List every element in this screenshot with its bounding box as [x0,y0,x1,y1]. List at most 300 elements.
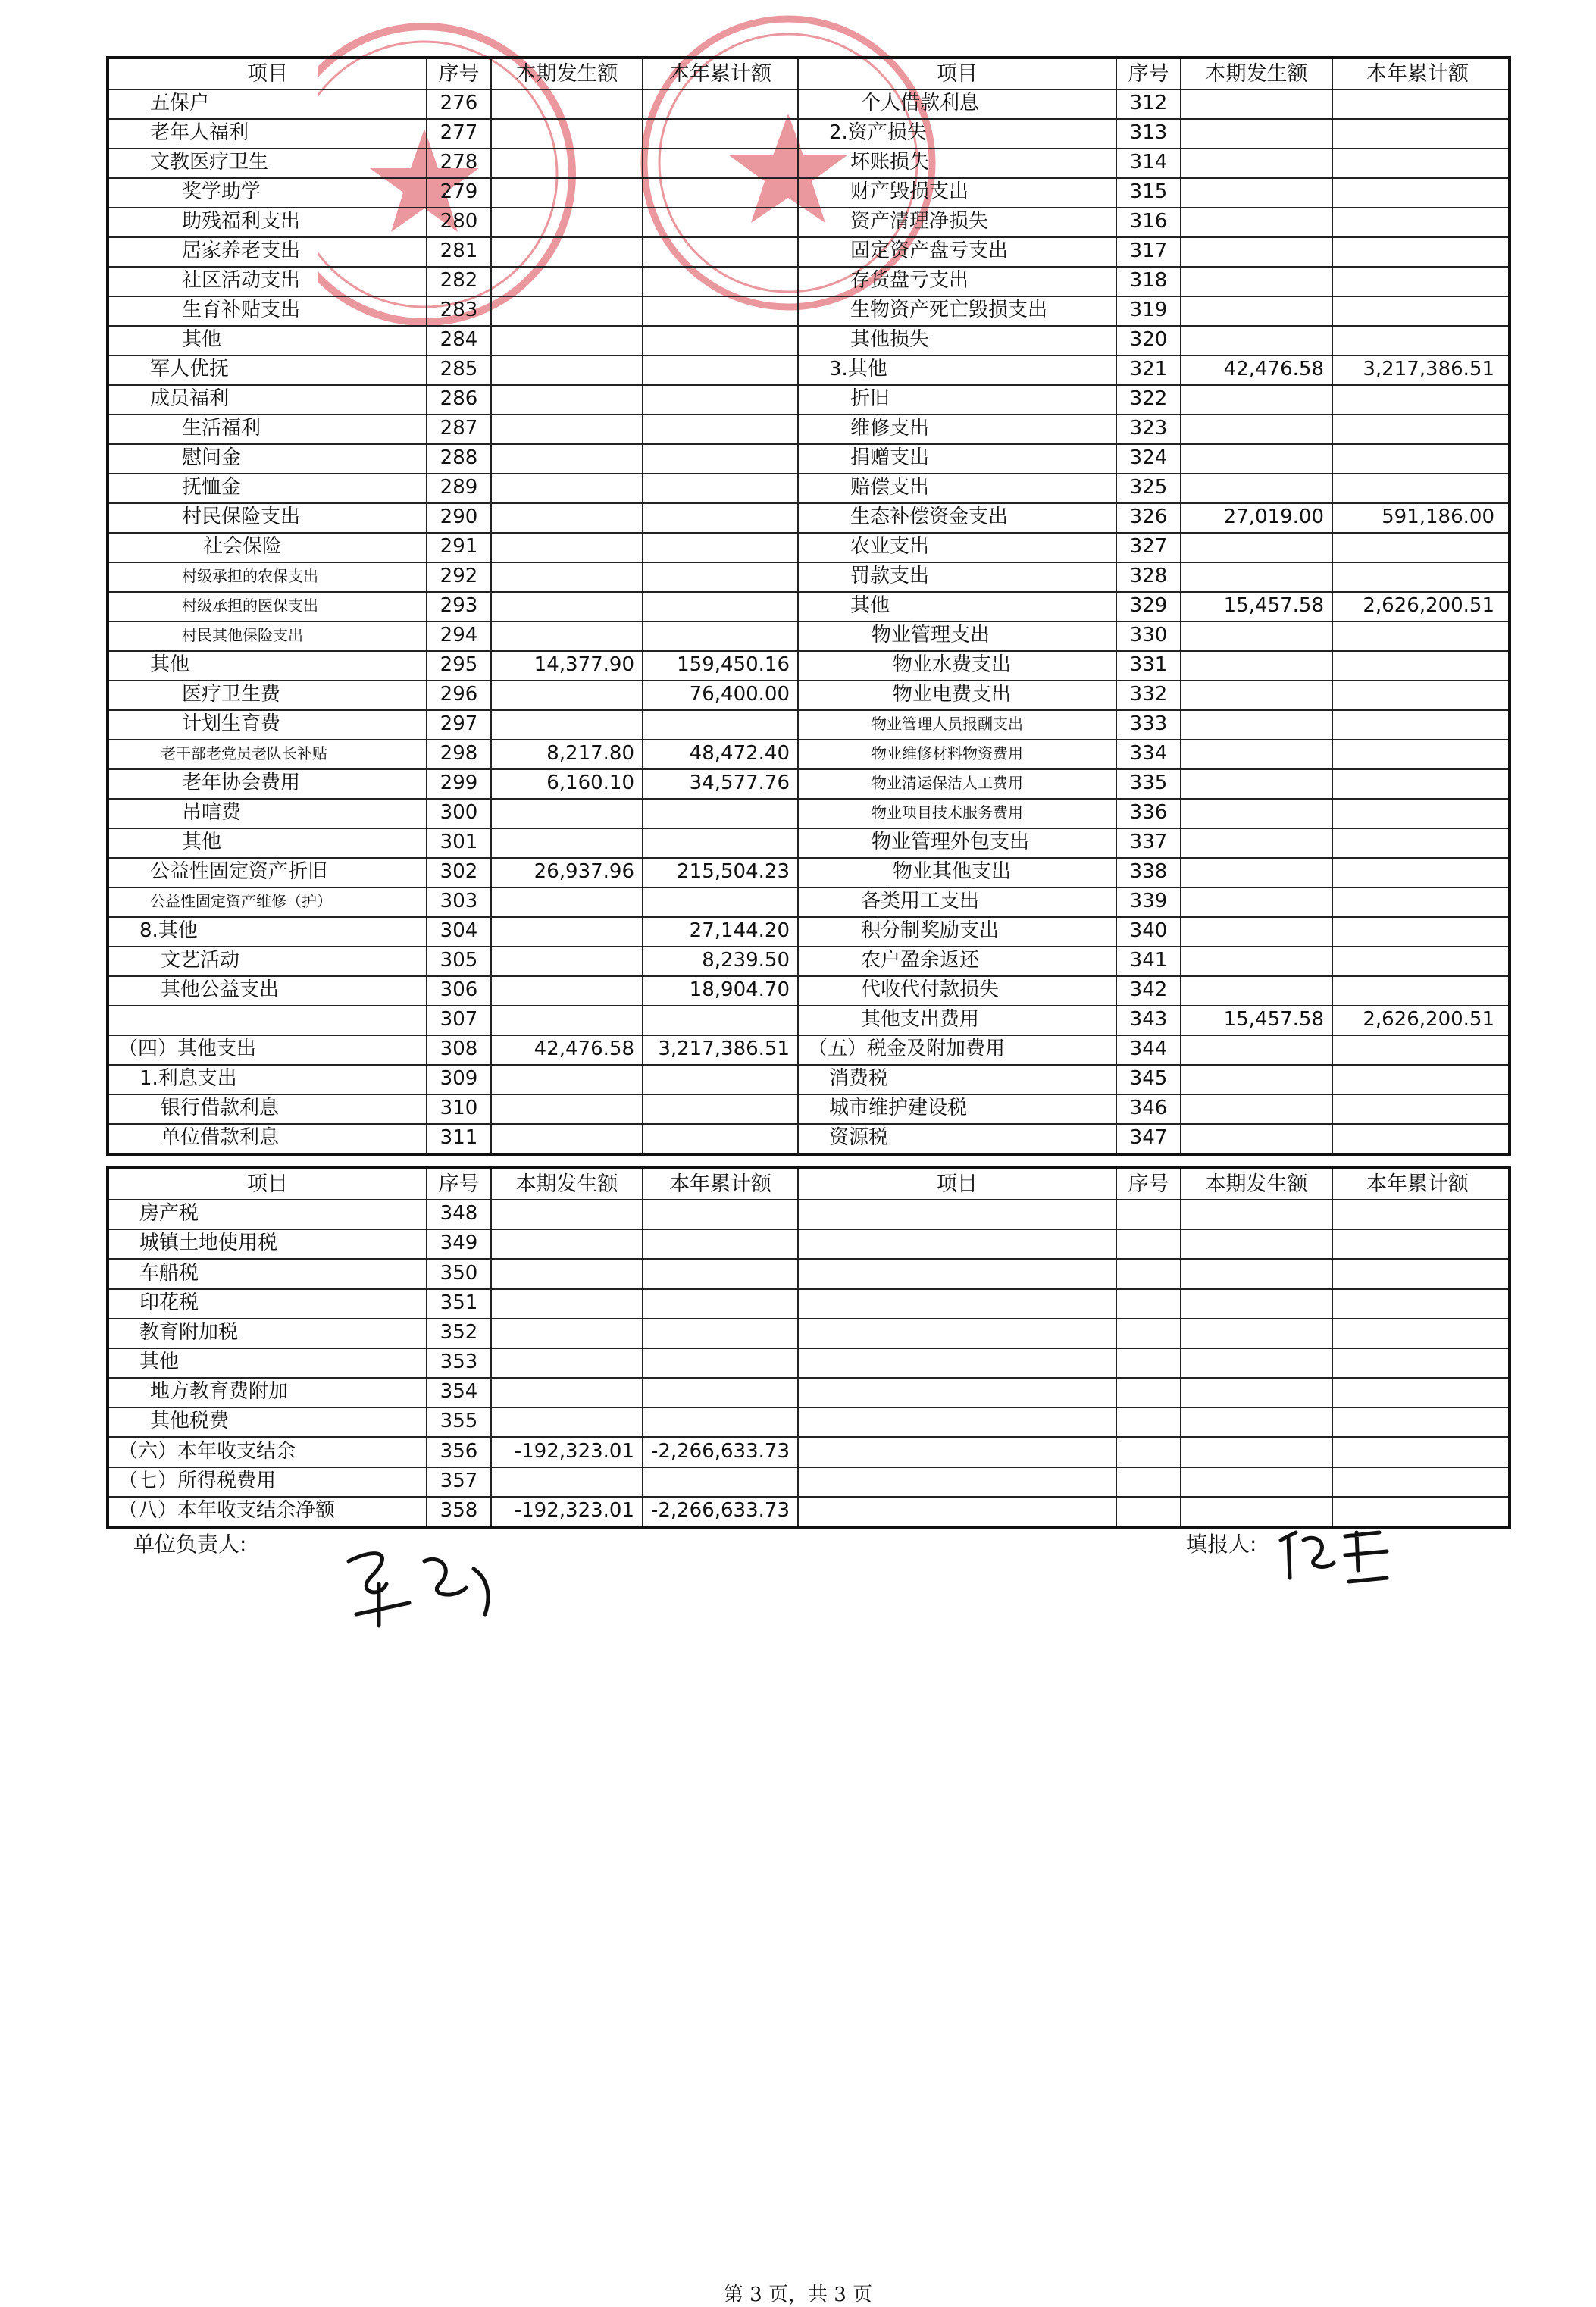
current-amount-cell [492,1199,643,1229]
current-amount-cell [1181,1348,1333,1377]
column-header: 项目 [799,1169,1117,1199]
current-amount-cell [1181,709,1333,739]
current-amount-cell [1181,1377,1333,1407]
current-amount-cell [492,1064,643,1094]
current-amount-cell [1181,975,1333,1005]
current-amount-cell [1181,621,1333,650]
table-row [109,266,1508,297]
ytd-amount-cell [1333,709,1502,739]
item-name-cell: 其他支出费用 [799,1005,1117,1035]
item-name-cell: 农户盈余返还 [799,946,1117,975]
item-name-cell [109,1005,427,1035]
column-header: 项目 [109,1169,427,1199]
item-name-cell: 2.资产损失 [799,118,1117,148]
sequence-cell: 284 [427,325,492,355]
ytd-amount-cell [643,591,799,621]
current-amount-cell [492,414,643,443]
sequence-cell: 315 [1117,177,1181,207]
current-amount-cell [492,916,643,946]
sequence-cell: 329 [1117,591,1181,621]
current-amount-cell [492,207,643,236]
ytd-amount-cell [1333,975,1502,1005]
ytd-amount-cell [643,177,799,207]
item-name-cell [799,1407,1117,1436]
current-amount-cell: 14,377.90 [492,650,643,680]
current-amount-cell [492,325,643,355]
ytd-amount-cell [1333,1437,1502,1467]
ytd-amount-cell [643,1318,799,1348]
sequence-cell: 337 [1117,828,1181,857]
item-name-cell: 城镇土地使用税 [109,1229,427,1258]
ytd-amount-cell [1333,443,1502,473]
ytd-amount-cell [643,1064,799,1094]
table-row [109,236,1508,268]
item-name-cell: 成员福利 [109,384,427,414]
current-amount-cell: 42,476.58 [492,1035,643,1064]
ytd-amount-cell [1333,1467,1502,1496]
ytd-amount-cell [1333,946,1502,975]
current-amount-cell [1181,473,1333,502]
ytd-amount-cell [643,1229,799,1258]
ytd-amount-cell [643,207,799,236]
ytd-amount-cell [1333,148,1502,177]
ytd-amount-cell [643,355,799,384]
sequence-cell: 319 [1117,296,1181,325]
item-name-cell: （五）税金及附加费用 [799,1035,1117,1064]
item-name-cell: 军人优抚 [109,355,427,384]
sequence-cell: 304 [427,916,492,946]
item-name-cell [799,1467,1117,1496]
ytd-amount-cell [643,798,799,828]
current-amount-cell [492,946,643,975]
current-amount-cell [1181,148,1333,177]
current-amount-cell [1181,384,1333,414]
sequence-cell [1117,1229,1181,1258]
sequence-cell: 283 [427,296,492,325]
table-row [109,89,1508,120]
sequence-cell: 354 [427,1377,492,1407]
sequence-cell: 316 [1117,207,1181,236]
column-header: 序号 [427,1169,492,1199]
sequence-cell: 336 [1117,798,1181,828]
table-row [109,325,1508,356]
item-name-cell: 消费税 [799,1064,1117,1094]
sequence-cell: 286 [427,384,492,414]
expense-table-main [106,56,1511,1156]
sequence-cell: 341 [1117,946,1181,975]
ytd-amount-cell: 8,239.50 [643,946,799,975]
item-name-cell: 罚款支出 [799,562,1117,591]
sequence-cell: 277 [427,118,492,148]
ytd-amount-cell: 215,504.23 [643,857,799,887]
ytd-amount-cell [1333,739,1502,768]
page-footer: 第 3 页，共 3 页 [723,2284,873,2306]
current-amount-cell [1181,1437,1333,1467]
current-amount-cell [492,118,643,148]
current-amount-cell [492,89,643,118]
ytd-amount-cell [643,325,799,355]
table-row [109,1064,1508,1095]
item-name-cell: 奖学助学 [109,177,427,207]
current-amount-cell [492,591,643,621]
current-amount-cell [1181,828,1333,857]
item-name-cell: 其他损失 [799,325,1117,355]
current-amount-cell [1181,680,1333,709]
sequence-cell [1117,1467,1181,1496]
sequence-cell: 290 [427,502,492,532]
current-amount-cell: 15,457.58 [1181,591,1333,621]
sequence-cell: 330 [1117,621,1181,650]
table-row [109,296,1508,327]
ytd-amount-cell [1333,1318,1502,1348]
sequence-cell: 311 [427,1123,492,1153]
ytd-amount-cell [643,1288,799,1318]
current-amount-cell [492,1259,643,1288]
item-name-cell: 其他 [109,1348,427,1377]
current-amount-cell [1181,857,1333,887]
table-row [109,1094,1508,1125]
item-name-cell: 慰问金 [109,443,427,473]
item-name-cell [799,1229,1117,1258]
item-name-cell [799,1318,1117,1348]
tax-table [106,1166,1511,1529]
item-name-cell: 其他 [109,828,427,857]
filler-label: 填报人: [1186,1532,1257,1557]
ytd-amount-cell [1333,532,1502,562]
sequence-cell: 293 [427,591,492,621]
current-amount-cell [492,1348,643,1377]
current-amount-cell [492,1467,643,1496]
item-name-cell [799,1199,1117,1229]
table-row [109,946,1508,977]
current-amount-cell [1181,798,1333,828]
ytd-amount-cell [1333,266,1502,296]
table-row [109,414,1508,445]
current-amount-cell: -192,323.01 [492,1437,643,1467]
item-name-cell: 物业管理外包支出 [799,828,1117,857]
table-row [109,739,1508,770]
sequence-cell: 335 [1117,768,1181,798]
current-amount-cell [492,443,643,473]
item-name-cell: 助残福利支出 [109,207,427,236]
ytd-amount-cell [643,828,799,857]
table-row [109,768,1508,800]
sequence-cell: 314 [1117,148,1181,177]
ytd-amount-cell [1333,1348,1502,1377]
table-row [109,1318,1508,1349]
table-row [109,118,1508,149]
current-amount-cell [492,1229,643,1258]
sequence-cell: 357 [427,1467,492,1496]
current-amount-cell [1181,1318,1333,1348]
item-name-cell: 车船税 [109,1259,427,1288]
current-amount-cell: 27,019.00 [1181,502,1333,532]
ytd-amount-cell [1333,1377,1502,1407]
ytd-amount-cell [1333,650,1502,680]
item-name-cell: 物业维修材料物资费用 [799,739,1117,768]
table-row [109,562,1508,593]
sequence-cell [1117,1377,1181,1407]
ytd-amount-cell [1333,828,1502,857]
item-name-cell: 其他 [799,591,1117,621]
sequence-cell: 310 [427,1094,492,1123]
current-amount-cell [492,798,643,828]
sequence-cell [1117,1348,1181,1377]
current-amount-cell [492,266,643,296]
item-name-cell: 银行借款利息 [109,1094,427,1123]
item-name-cell: 坏账损失 [799,148,1117,177]
current-amount-cell: -192,323.01 [492,1496,643,1526]
sequence-cell: 352 [427,1318,492,1348]
ytd-amount-cell [643,1348,799,1377]
ytd-amount-cell [643,1123,799,1153]
item-name-cell: 各类用工支出 [799,887,1117,916]
sequence-cell: 298 [427,739,492,768]
item-name-cell: 赔偿支出 [799,473,1117,502]
sequence-cell: 289 [427,473,492,502]
ytd-amount-cell: -2,266,633.73 [643,1437,799,1467]
sequence-cell: 327 [1117,532,1181,562]
current-amount-cell [492,680,643,709]
ytd-amount-cell [1333,1094,1502,1123]
item-name-cell: 农业支出 [799,532,1117,562]
item-name-cell: 城市维护建设税 [799,1094,1117,1123]
sequence-cell: 334 [1117,739,1181,768]
sequence-cell: 300 [427,798,492,828]
ytd-amount-cell [643,1005,799,1035]
sequence-cell: 346 [1117,1094,1181,1123]
ytd-amount-cell: 48,472.40 [643,739,799,768]
item-name-cell: 村级承担的农保支出 [109,562,427,591]
table-row [109,621,1508,652]
ytd-amount-cell [643,1199,799,1229]
ytd-amount-cell [1333,798,1502,828]
current-amount-cell [492,502,643,532]
item-name-cell: 单位借款利息 [109,1123,427,1153]
sequence-cell: 307 [427,1005,492,1035]
ytd-amount-cell [1333,887,1502,916]
item-name-cell: 折旧 [799,384,1117,414]
sequence-cell: 278 [427,148,492,177]
ytd-amount-cell [1333,414,1502,443]
sequence-cell: 345 [1117,1064,1181,1094]
current-amount-cell [492,532,643,562]
ytd-amount-cell [1333,325,1502,355]
item-name-cell: 公益性固定资产维修（护） [109,887,427,916]
current-amount-cell [1181,1407,1333,1436]
item-name-cell: 地方教育费附加 [109,1377,427,1407]
sequence-cell: 281 [427,236,492,266]
ytd-amount-cell [643,532,799,562]
current-amount-cell [1181,443,1333,473]
table-row [109,443,1508,474]
sequence-cell: 303 [427,887,492,916]
current-amount-cell [492,887,643,916]
table-row [109,1123,1508,1153]
ytd-amount-cell [1333,118,1502,148]
column-header: 序号 [427,59,492,89]
sequence-cell: 296 [427,680,492,709]
item-name-cell: 代收代付款损失 [799,975,1117,1005]
item-name-cell: 物业水费支出 [799,650,1117,680]
item-name-cell: 财产毁损支出 [799,177,1117,207]
sequence-cell: 294 [427,621,492,650]
current-amount-cell [1181,887,1333,916]
sequence-cell: 356 [427,1437,492,1467]
current-amount-cell [1181,296,1333,325]
table-row [109,680,1508,711]
ytd-amount-cell [643,89,799,118]
item-name-cell [799,1377,1117,1407]
table-row [109,1467,1508,1498]
table-row [109,1005,1508,1036]
sequence-cell: 350 [427,1259,492,1288]
table-row [109,1229,1508,1260]
ytd-amount-cell [1333,562,1502,591]
current-amount-cell [492,828,643,857]
sequence-cell: 302 [427,857,492,887]
table-row [109,887,1508,918]
sequence-cell: 297 [427,709,492,739]
current-amount-cell [492,384,643,414]
sequence-cell: 292 [427,562,492,591]
current-amount-cell [492,177,643,207]
sequence-cell: 276 [427,89,492,118]
ytd-amount-cell [1333,1229,1502,1258]
ytd-amount-cell [643,266,799,296]
current-amount-cell [1181,768,1333,798]
ytd-amount-cell [1333,473,1502,502]
ytd-amount-cell: 2,626,200.51 [1363,594,1494,617]
current-amount-cell [492,1288,643,1318]
current-amount-cell [1181,177,1333,207]
unit-head-signature [333,1531,515,1629]
table-row [109,502,1508,534]
ytd-amount-cell [643,709,799,739]
ytd-amount-cell [1333,384,1502,414]
table-row [109,798,1508,829]
table-row [109,532,1508,563]
item-name-cell: 1.利息支出 [109,1064,427,1094]
item-name-cell: 存货盘亏支出 [799,266,1117,296]
current-amount-cell [1181,562,1333,591]
ytd-amount-cell [1333,1123,1502,1153]
table-row [109,1348,1508,1379]
current-amount-cell: 15,457.58 [1181,1005,1333,1035]
sequence-cell: 347 [1117,1123,1181,1153]
ytd-amount-cell [643,296,799,325]
ytd-amount-cell [1333,296,1502,325]
current-amount-cell [1181,236,1333,266]
current-amount-cell [1181,650,1333,680]
item-name-cell: 生物资产死亡毁损支出 [799,296,1117,325]
sequence-cell: 308 [427,1035,492,1064]
table-row [109,1199,1508,1230]
table-row [109,709,1508,740]
sequence-cell: 328 [1117,562,1181,591]
ytd-amount-cell [643,148,799,177]
current-amount-cell [492,1407,643,1436]
item-name-cell: 计划生育费 [109,709,427,739]
sequence-cell: 306 [427,975,492,1005]
sequence-cell [1117,1318,1181,1348]
sequence-cell: 353 [427,1348,492,1377]
current-amount-cell [1181,1288,1333,1318]
ytd-amount-cell [1333,177,1502,207]
ytd-amount-cell: 34,577.76 [643,768,799,798]
sequence-cell: 331 [1117,650,1181,680]
sequence-cell: 321 [1117,355,1181,384]
sequence-cell: 324 [1117,443,1181,473]
sequence-cell: 355 [427,1407,492,1436]
table-row [109,857,1508,888]
table-row [109,207,1508,238]
current-amount-cell: 6,160.10 [492,768,643,798]
sequence-cell: 339 [1117,887,1181,916]
item-name-cell: 个人借款利息 [799,89,1117,118]
ytd-amount-cell [1333,89,1502,118]
sequence-cell: 326 [1117,502,1181,532]
sequence-cell [1117,1259,1181,1288]
ytd-amount-cell [1333,916,1502,946]
sequence-cell: 282 [427,266,492,296]
item-name-cell: 吊唁费 [109,798,427,828]
item-name-cell: 村民保险支出 [109,502,427,532]
column-header: 本期发生额 [1181,1169,1333,1199]
column-header: 项目 [799,59,1117,89]
column-header: 本期发生额 [492,1169,643,1199]
ytd-amount-cell [1333,1064,1502,1094]
current-amount-cell [492,1005,643,1035]
ytd-amount-cell: 159,450.16 [643,650,799,680]
current-amount-cell [492,621,643,650]
ytd-amount-cell [1333,236,1502,266]
item-name-cell: 维修支出 [799,414,1117,443]
ytd-amount-cell: 2,626,200.51 [1363,1008,1494,1031]
sequence-cell: 287 [427,414,492,443]
sequence-cell: 320 [1117,325,1181,355]
item-name-cell: 居家养老支出 [109,236,427,266]
current-amount-cell [1181,1064,1333,1094]
item-name-cell [799,1348,1117,1377]
item-name-cell: 老年人福利 [109,118,427,148]
column-header: 序号 [1117,1169,1181,1199]
current-amount-cell [1181,118,1333,148]
item-name-cell: 资产清理净损失 [799,207,1117,236]
current-amount-cell [492,1094,643,1123]
sequence-cell: 332 [1117,680,1181,709]
ytd-amount-cell [643,887,799,916]
ytd-amount-cell [1333,621,1502,650]
ytd-amount-cell [643,1094,799,1123]
sequence-cell: 301 [427,828,492,857]
current-amount-cell [1181,1035,1333,1064]
ytd-amount-cell: 76,400.00 [643,680,799,709]
sequence-cell: 348 [427,1199,492,1229]
item-name-cell: 教育附加税 [109,1318,427,1348]
table-row [109,1437,1508,1468]
table-row [109,1377,1508,1408]
table-header-row [109,59,1508,90]
sequence-cell: 340 [1117,916,1181,946]
item-name-cell: 老干部老党员老队长补贴 [109,739,427,768]
table-header-row [109,1169,1508,1200]
current-amount-cell [1181,1229,1333,1258]
sequence-cell: 322 [1117,384,1181,414]
current-amount-cell [492,148,643,177]
table-row [109,916,1508,947]
sequence-cell: 342 [1117,975,1181,1005]
